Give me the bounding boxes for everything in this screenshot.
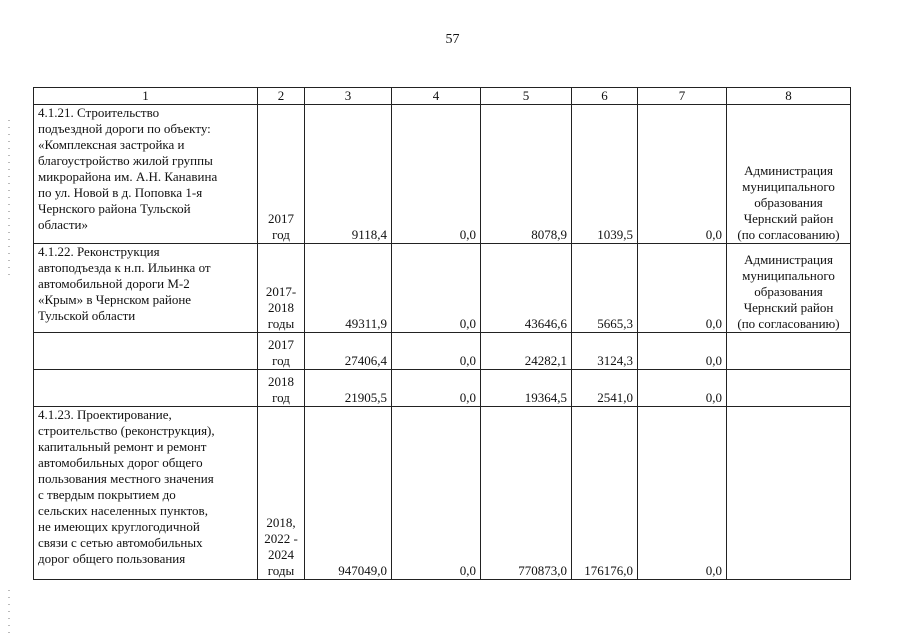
row-year: 2017 год — [258, 333, 305, 370]
cell-col-7: 0,0 — [638, 105, 727, 244]
margin-dots-top — [8, 120, 10, 280]
row-description: 4.1.23. Проектирование, строительство (реконструкция), капитальный ремонт и ремонт автомобильных дорог общего пользования местного значения с твердым покрытием до сельских населенных пунктов, не имеющих круглогодичной связи с сетью автомобильных дорог общего пользования — [34, 407, 258, 580]
cell-col-4: 0,0 — [392, 105, 481, 244]
cell-col-3: 49311,9 — [305, 244, 392, 333]
row-description: 4.1.21. Строительство подъездной дороги по объекту: «Комплексная застройка и благоустройство жилой группы микрорайона им. А.Н. Канавина по ул. Новой в д. Поповка 1-я Чернского района Тульской области» — [34, 105, 258, 244]
cell-col-7: 0,0 — [638, 407, 727, 580]
header-col-1: 1 — [34, 88, 258, 105]
row-agency: Администрация муниципального образования Чернский район (по согласованию) — [727, 105, 851, 244]
cell-col-7: 0,0 — [638, 244, 727, 333]
header-col-4: 4 — [392, 88, 481, 105]
cell-col-3: 947049,0 — [305, 407, 392, 580]
row-description — [34, 370, 258, 407]
cell-col-7: 0,0 — [638, 370, 727, 407]
cell-col-6: 176176,0 — [572, 407, 638, 580]
row-year: 2017- 2018 годы — [258, 244, 305, 333]
row-agency — [727, 407, 851, 580]
cell-col-4: 0,0 — [392, 370, 481, 407]
table-row — [34, 333, 851, 370]
header-col-8: 8 — [727, 88, 851, 105]
row-agency — [727, 333, 851, 370]
row-description — [34, 333, 258, 370]
cell-col-5: 770873,0 — [481, 407, 572, 580]
table-row — [34, 370, 851, 407]
header-col-7: 7 — [638, 88, 727, 105]
cell-col-5: 24282,1 — [481, 333, 572, 370]
cell-col-4: 0,0 — [392, 333, 481, 370]
row-agency — [727, 370, 851, 407]
cell-col-3: 27406,4 — [305, 333, 392, 370]
cell-col-7: 0,0 — [638, 333, 727, 370]
header-col-3: 3 — [305, 88, 392, 105]
cell-col-5: 43646,6 — [481, 244, 572, 333]
row-year: 2018, 2022 - 2024 годы — [258, 407, 305, 580]
header-col-5: 5 — [481, 88, 572, 105]
cell-col-6: 3124,3 — [572, 333, 638, 370]
table-row — [34, 244, 851, 333]
page-number: 57 — [445, 32, 460, 47]
header-col-2: 2 — [258, 88, 305, 105]
margin-dots-bottom — [8, 590, 10, 635]
row-year: 2017 год — [258, 105, 305, 244]
row-description: 4.1.22. Реконструкция автоподъезда к н.п. Ильинка от автомобильной дороги М-2 «Крым» в Чернском районе Тульской области — [34, 244, 258, 333]
cell-col-6: 2541,0 — [572, 370, 638, 407]
header-col-6: 6 — [572, 88, 638, 105]
row-agency: Администрация муниципального образования Чернский район (по согласованию) — [727, 244, 851, 333]
cell-col-4: 0,0 — [392, 407, 481, 580]
cell-col-4: 0,0 — [392, 244, 481, 333]
row-year: 2018 год — [258, 370, 305, 407]
budget-table — [33, 87, 851, 580]
table-row — [34, 407, 851, 580]
table-row — [34, 105, 851, 244]
cell-col-5: 19364,5 — [481, 370, 572, 407]
header-row — [34, 88, 851, 105]
cell-col-6: 1039,5 — [572, 105, 638, 244]
cell-col-5: 8078,9 — [481, 105, 572, 244]
cell-col-6: 5665,3 — [572, 244, 638, 333]
cell-col-3: 21905,5 — [305, 370, 392, 407]
cell-col-3: 9118,4 — [305, 105, 392, 244]
